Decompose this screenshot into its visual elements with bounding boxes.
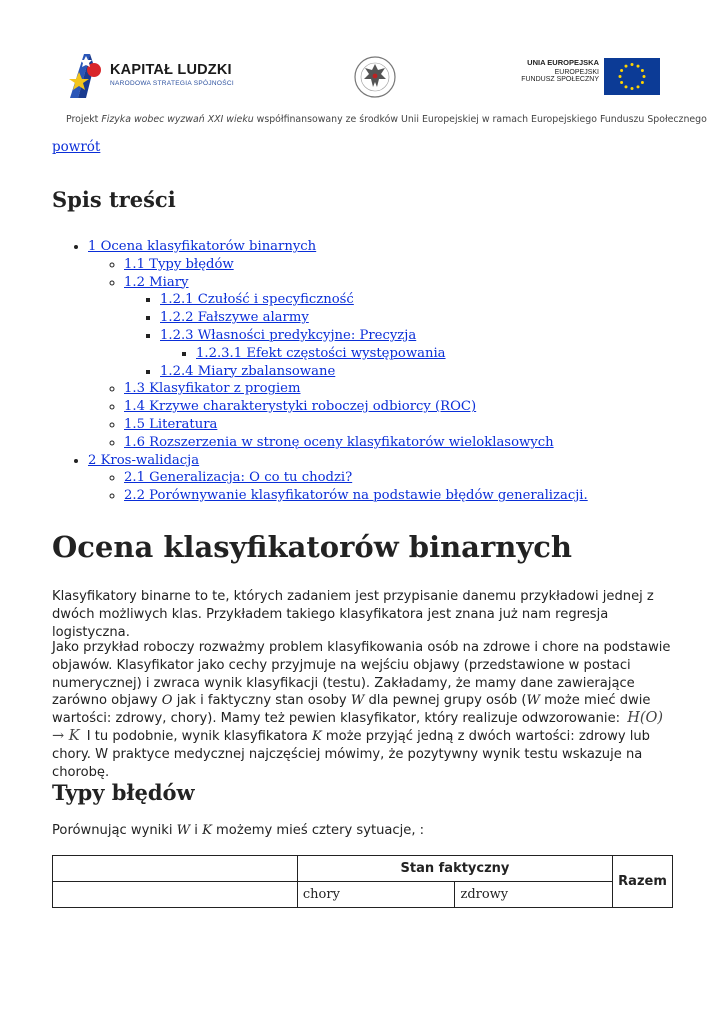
p3-text-b: i	[190, 823, 203, 838]
table-of-contents	[52, 238, 588, 505]
kapital-ludzki-logo	[64, 46, 264, 101]
toc-link-2-2[interactable]: 2.2 Porównywanie klasyfikatorów na podstawie błędów generalizacji.	[124, 488, 588, 504]
project-caption	[66, 114, 707, 125]
p2-text-f: może przyjąć jedną z dwóch wartości: zdrowy lub chory. W praktyce medycznej najczęściej mówimy, że pozytywny wynik testu wskazuje na chorobę.	[52, 728, 650, 780]
eu-line-3: FUNDUSZ SPOŁECZNY	[521, 76, 599, 83]
table-corner-cell	[53, 856, 298, 882]
p2-text-c: dla pewnej grupy osób (	[364, 693, 527, 709]
back-link[interactable]: powrót	[52, 139, 101, 155]
toc-link-2-1[interactable]: 2.1 Generalizacja: O co tu chodzi?	[124, 470, 353, 486]
toc-link-1-2-1[interactable]: 1.2.1 Czułość i specyficzność	[160, 292, 354, 308]
formula-mapping: H(O) → K	[52, 710, 664, 744]
kapital-ludzki-subtitle: NARODOWA STRATEGIA SPÓJNOŚCI	[110, 80, 234, 87]
eu-flag	[604, 58, 660, 95]
toc-link-1-4[interactable]: 1.4 Krzywe charakterystyki roboczej odbiorcy (ROC)	[124, 399, 477, 415]
toc-link-1-5[interactable]: 1.5 Literatura	[124, 416, 218, 432]
kapital-ludzki-title: KAPITAŁ LUDZKI	[110, 62, 232, 78]
toc-link-1-2-4[interactable]: 1.2.4 Miary zbalansowane	[160, 363, 336, 379]
table-empty-cell	[53, 882, 298, 908]
toc-link-1[interactable]: 1 Ocena klasyfikatorów binarnych	[88, 239, 317, 254]
toc-link-1-2-3-1[interactable]: 1.2.3.1 Efekt częstości występowania	[196, 345, 446, 361]
symbol-K: K	[311, 728, 322, 744]
toc-link-1-2-2[interactable]: 1.2.2 Fałszywe alarmy	[160, 310, 309, 326]
project-prefix: Projekt	[66, 114, 102, 125]
eu-line-1: UNIA EUROPEJSKA	[527, 58, 599, 67]
table-header-total: Razem	[613, 856, 673, 908]
toc-link-1-1[interactable]: 1.1 Typy błędów	[124, 256, 234, 272]
p2-text-a: Jako przykład roboczy rozważmy problem klasyfikowania osób na zdrowe i chore na podstawie objawów. Klasyfikator jako cechy przyjmuje na wejściu objawy (przedstawione w postaci numerycznej) i zwraca wynik klasyfikacji (testu). Zakładamy, że mamy dane zawierające zarówno objawy	[52, 640, 671, 709]
p2-text-b: jak i faktyczny stan osoby	[172, 693, 351, 709]
table-col-healthy: zdrowy	[455, 882, 613, 908]
university-warsaw-seal	[352, 52, 398, 102]
eu-text-block	[520, 58, 599, 83]
toc-link-2[interactable]: 2 Kros-walidacja	[88, 452, 200, 468]
subsection-title: Typy błędów	[52, 780, 195, 805]
kapital-ludzki-emblem-icon	[64, 46, 108, 101]
table-header-actual: Stan faktyczny	[297, 856, 612, 882]
eu-stars-icon	[604, 58, 660, 95]
table-col-sick: chory	[297, 882, 455, 908]
toc-title: Spis treści	[52, 187, 176, 212]
p3-text-c: możemy mieś cztery sytuacje, :	[211, 823, 425, 838]
toc-link-1-2[interactable]: 1.2 Miary	[124, 274, 189, 290]
symbol-W: W	[350, 693, 365, 709]
eagle-seal-icon	[352, 52, 398, 102]
project-name: Fizyka wobec wyzwań XXI wieku	[101, 114, 254, 125]
section-title: Ocena klasyfikatorów binarnych	[52, 530, 572, 564]
errors-paragraph	[52, 822, 672, 840]
p2-text-d: może mieć dwie wartości: zdrowy, chory). Mamy też pewien klasyfikator, który realizuje odwzorowanie:	[52, 693, 651, 727]
page-header	[0, 0, 725, 135]
project-suffix: współfinansowany ze środków Unii Europejskiej w ramach Europejskiego Funduszu Społecznego	[253, 114, 707, 125]
toc-link-1-6[interactable]: 1.6 Rozszerzenia w stronę oceny klasyfikatorów wieloklasowych	[124, 434, 554, 450]
p3-text-a: Porównując wyniki	[52, 823, 177, 838]
symbol-W-3: W	[176, 823, 191, 838]
toc-link-1-3[interactable]: 1.3 Klasyfikator z progiem	[124, 381, 301, 397]
eu-line-2: EUROPEJSKI	[554, 69, 599, 76]
confusion-table	[52, 855, 673, 908]
intro-paragraph: Klasyfikatory binarne to te, których zadaniem jest przypisanie danemu przykładowi jednej z dwóch możliwych klas. Przykładem takiego klasyfikatora jest znana już nam regresja logistyczna.	[52, 589, 654, 640]
symbol-W-2: W	[526, 693, 540, 709]
example-paragraph	[52, 639, 672, 781]
symbol-O: O	[161, 693, 173, 709]
symbol-K-2: K	[202, 823, 212, 838]
toc-link-1-2-3[interactable]: 1.2.3 Własności predykcyjne: Precyzja	[160, 327, 417, 343]
p2-text-e: I tu podobnie, wynik klasyfikatora	[82, 728, 312, 744]
